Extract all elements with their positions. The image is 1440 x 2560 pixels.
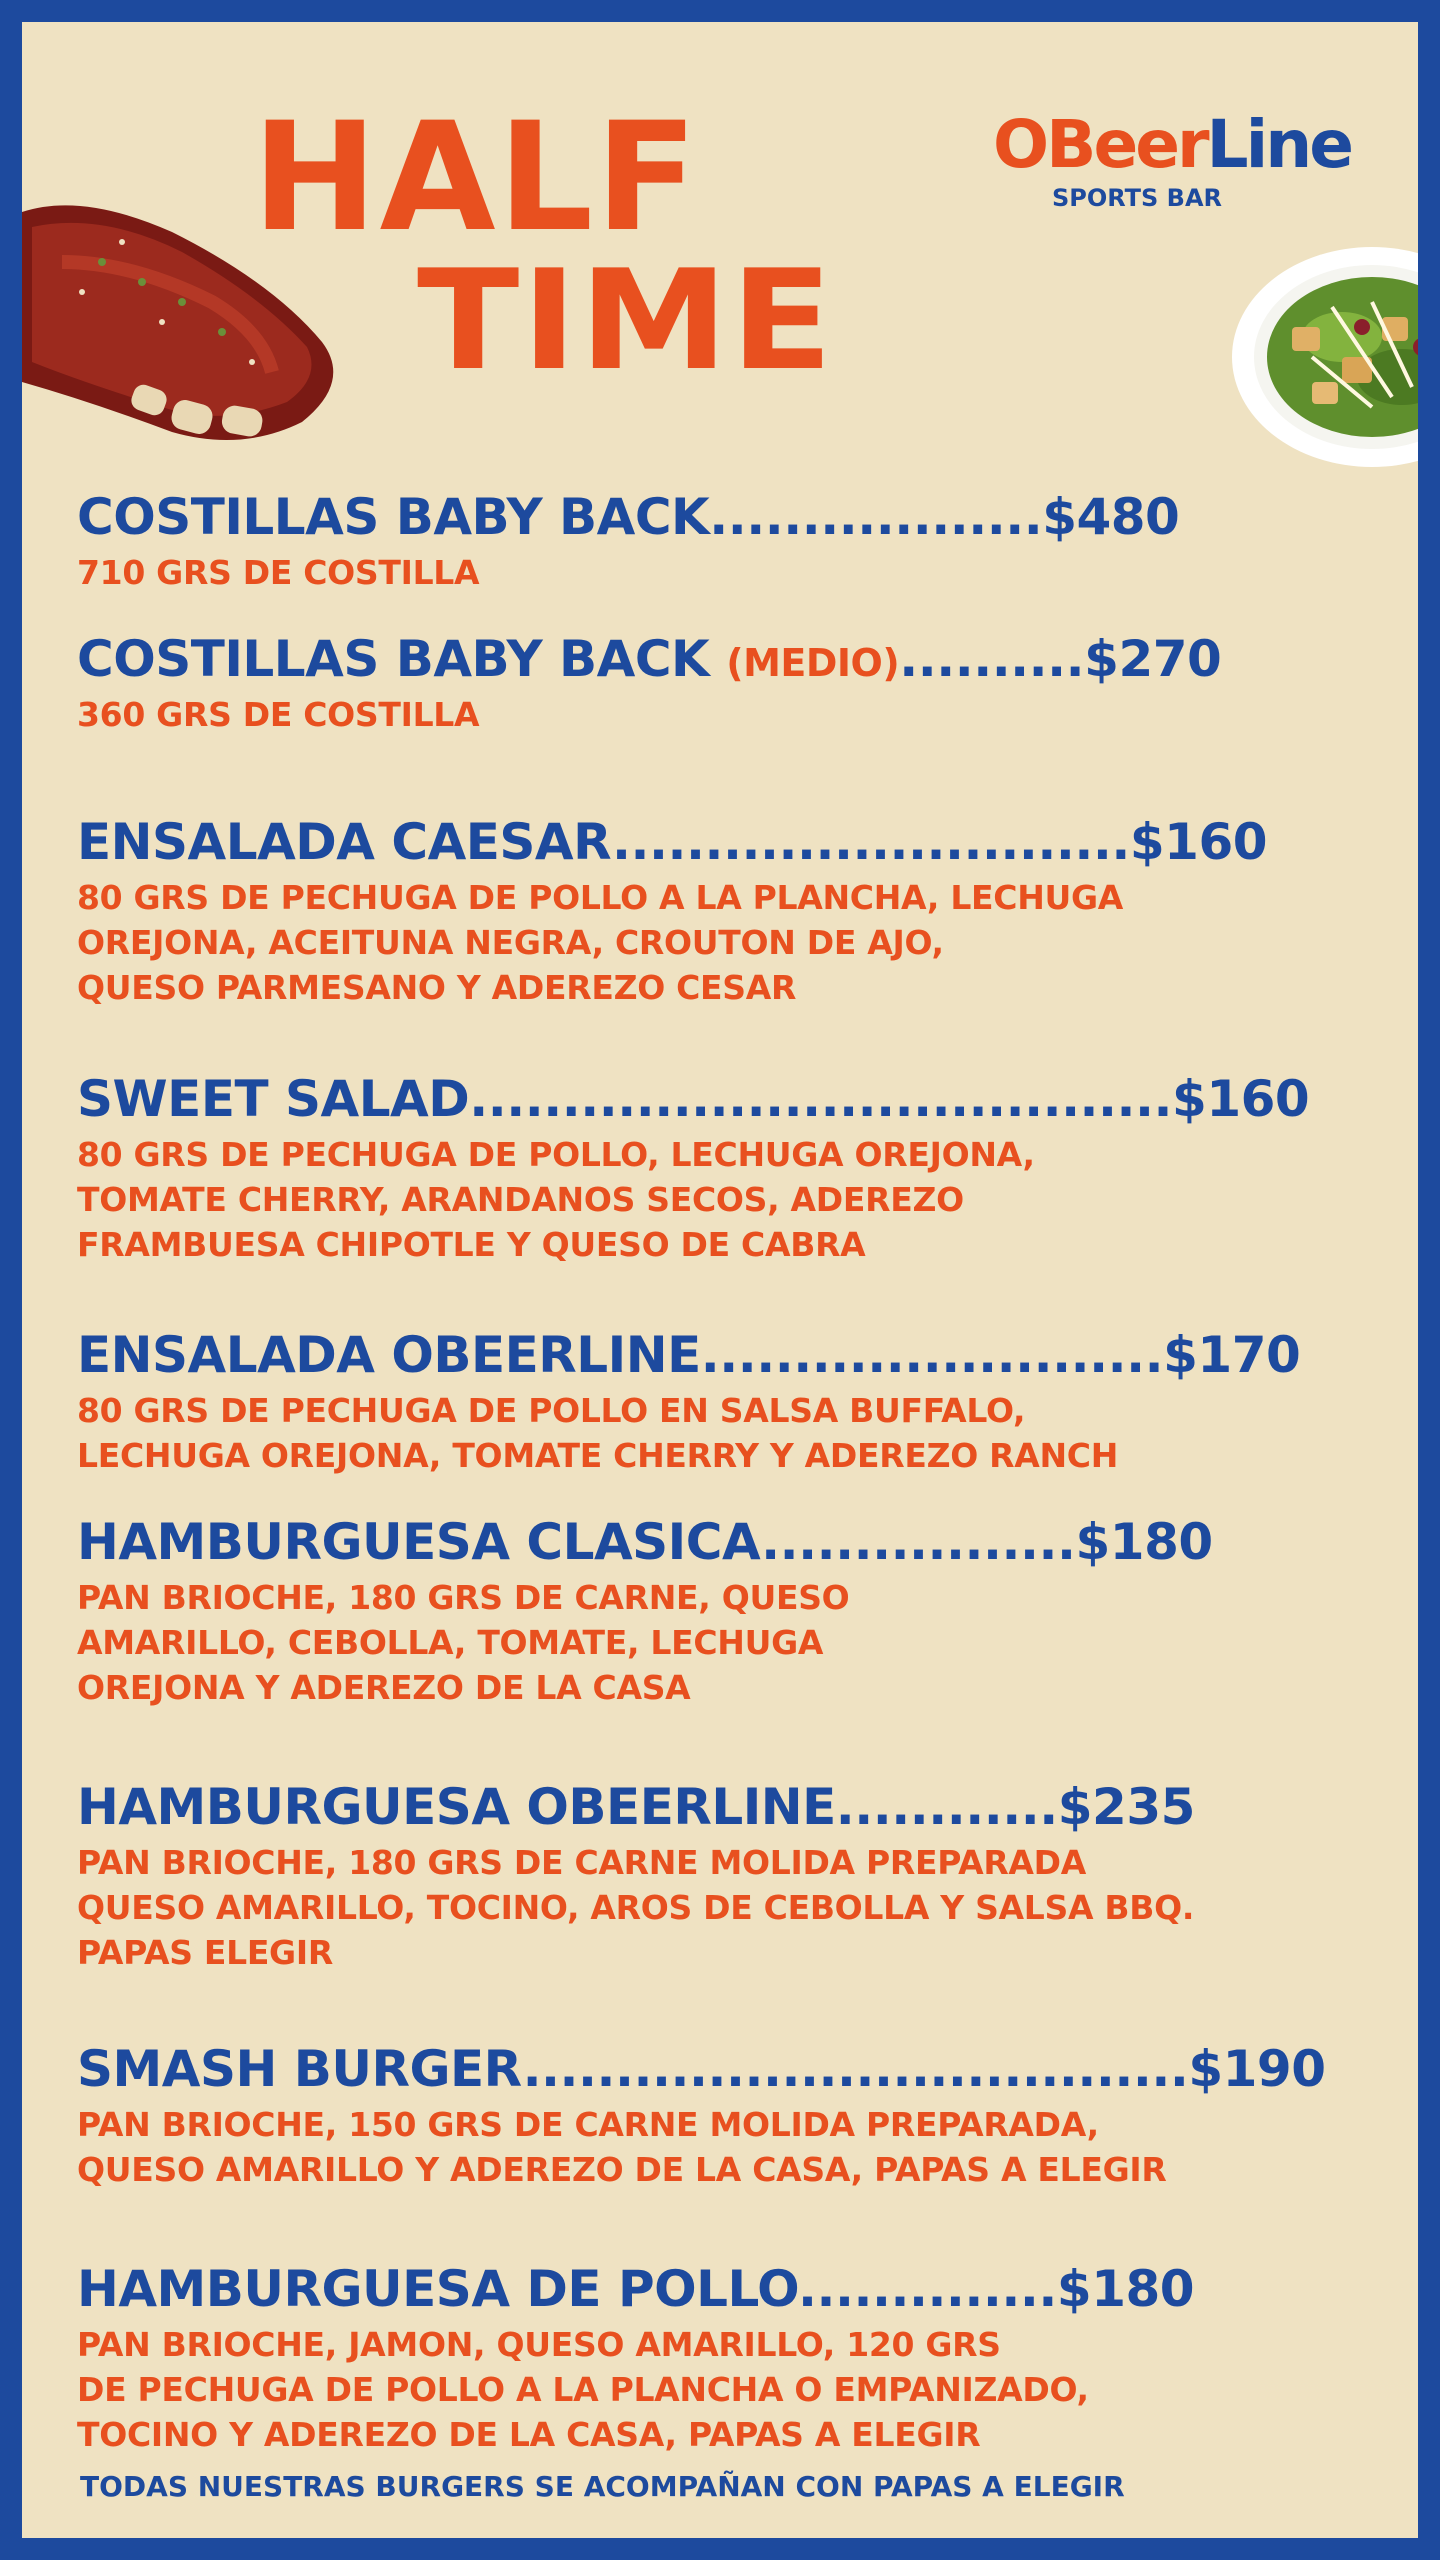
title-line-2: TIME (417, 240, 835, 401)
logo-beer: Beer (1046, 106, 1207, 183)
logo-o: O (993, 106, 1047, 183)
menu-page (22, 22, 1418, 2538)
item-desc: 80 GRS DE PECHUGA DE POLLO EN SALSA BUFFALO, LECHUGA OREJONA, TOMATE CHERRY Y ADEREZO RANCH (77, 1391, 1119, 1475)
item-price: ..........$270 (899, 630, 1222, 688)
item-name: HAMBURGUESA CLASICA.................$180 (77, 1513, 1213, 1571)
item-medio-tag: (MEDIO) (726, 641, 900, 685)
menu-item-hamburguesa-pollo (77, 2260, 1407, 2457)
item-name: SMASH BURGER....................................$190 (77, 2040, 1326, 2098)
item-name: COSTILLAS BABY BACK..................$480 (77, 488, 1180, 546)
item-desc: PAN BRIOCHE, 180 GRS DE CARNE, QUESO AMARILLO, CEBOLLA, TOMATE, LECHUGA OREJONA Y ADEREZO DE LA CASA (77, 1578, 850, 1707)
menu-item-hamburguesa-obeerline (77, 1778, 1407, 1975)
obeerline-logo (972, 106, 1372, 212)
item-desc: 80 GRS DE PECHUGA DE POLLO A LA PLANCHA, LECHUGA OREJONA, ACEITUNA NEGRA, CROUTON DE AJO, QUESO PARMESANO Y ADEREZO CESAR (77, 878, 1124, 1007)
item-name: HAMBURGUESA OBEERLINE............$235 (77, 1778, 1195, 1836)
item-name-text: COSTILLAS BABY BACK (77, 630, 727, 688)
menu-item-smash-burger (77, 2040, 1407, 2192)
item-name: HAMBURGUESA DE POLLO..............$180 (77, 2260, 1195, 2318)
item-name: ENSALADA OBEERLINE.........................$170 (77, 1326, 1301, 1384)
footer-note: TODAS NUESTRAS BURGERS SE ACOMPAÑAN CON PAPAS A ELEGIR (80, 2470, 1125, 2503)
page-title (232, 91, 932, 401)
item-name: ENSALADA CAESAR............................$160 (77, 813, 1268, 871)
menu-item-sweet-salad (77, 1070, 1407, 1267)
item-name (77, 630, 1407, 688)
item-desc: PAN BRIOCHE, JAMON, QUESO AMARILLO, 120 GRS DE PECHUGA DE POLLO A LA PLANCHA O EMPANIZADO, TOCINO Y ADEREZO DE LA CASA, PAPAS A ELEGIR (77, 2325, 1089, 2454)
menu-item-costillas-medio (77, 630, 1407, 737)
title-line-1: HALF (252, 91, 700, 265)
menu-item-ensalada-obeerline (77, 1326, 1407, 1478)
item-desc: 710 GRS DE COSTILLA (77, 553, 480, 592)
item-desc: 80 GRS DE PECHUGA DE POLLO, LECHUGA OREJONA, TOMATE CHERRY, ARANDANOS SECOS, ADEREZO FRAMBUESA CHIPOTLE Y QUESO DE CABRA (77, 1135, 1035, 1264)
logo-line: Line (1206, 106, 1351, 183)
menu-item-ensalada-caesar (77, 813, 1407, 1010)
logo-subtitle: SPORTS BAR (1051, 184, 1223, 212)
salad-image (1222, 207, 1418, 507)
menu-item-hamburguesa-clasica (77, 1513, 1407, 1710)
item-desc: 360 GRS DE COSTILLA (77, 695, 480, 734)
item-name: SWEET SALAD......................................$160 (77, 1070, 1310, 1128)
item-desc: PAN BRIOCHE, 150 GRS DE CARNE MOLIDA PREPARADA, QUESO AMARILLO Y ADEREZO DE LA CASA, PAPAS A ELEGIR (77, 2105, 1167, 2189)
menu-item-costillas (77, 488, 1407, 595)
logo-wordmark (972, 106, 1372, 183)
item-desc: PAN BRIOCHE, 180 GRS DE CARNE MOLIDA PREPARADA QUESO AMARILLO, TOCINO, AROS DE CEBOLLA Y SALSA BBQ. PAPAS ELEGIR (77, 1843, 1195, 1972)
